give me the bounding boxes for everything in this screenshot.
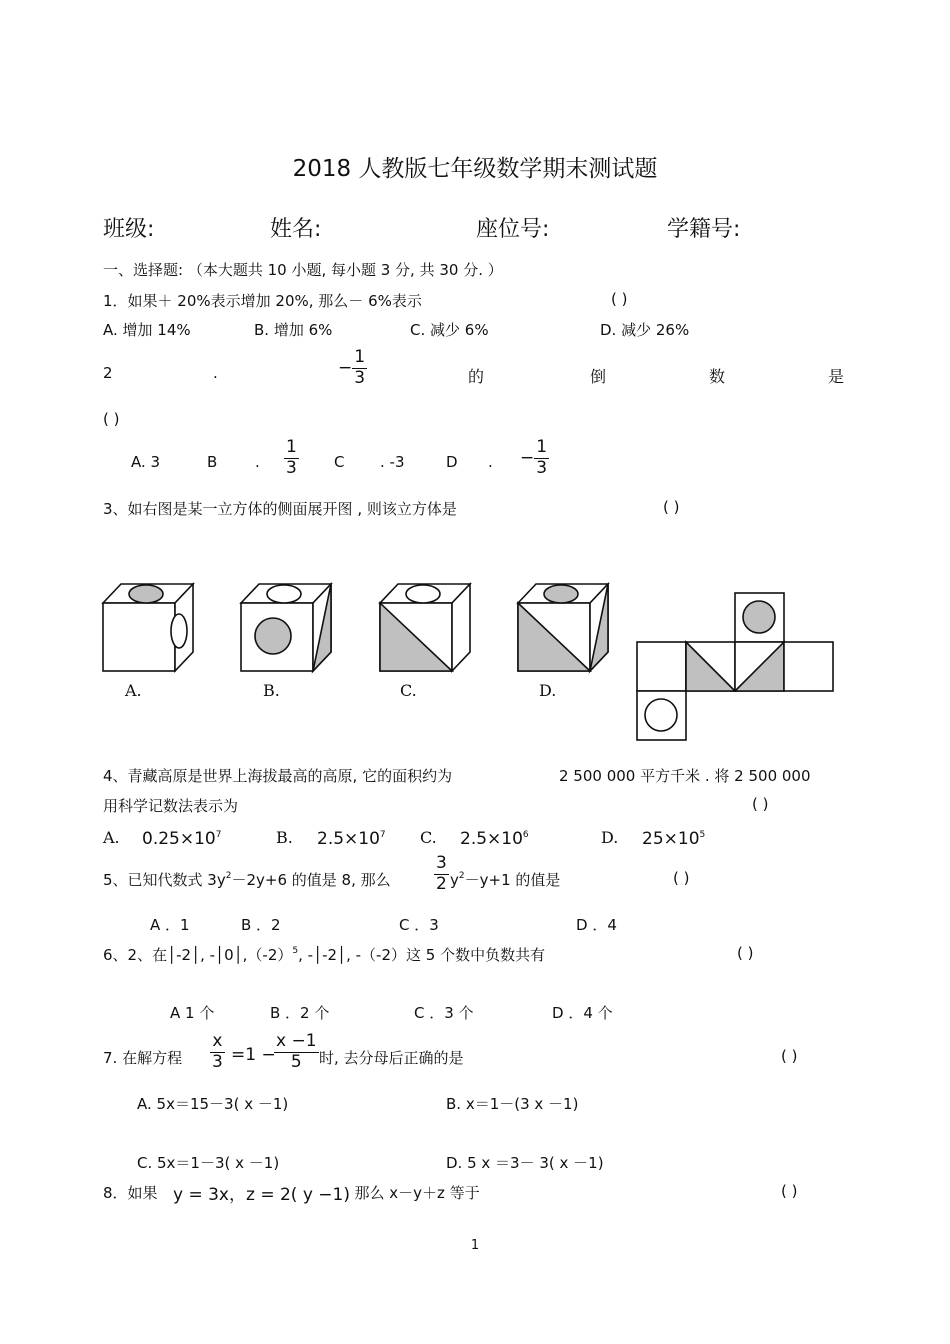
q2-option-a: A. 3 xyxy=(131,453,161,471)
page-title: 2018 人教版七年级数学期末测试题 xyxy=(292,156,658,182)
q4-d-exp: 5 xyxy=(699,830,706,840)
q5-pre: 5、已知代数式 3y xyxy=(103,871,226,889)
q3-stem: 3、如右图是某一立方体的侧面展开图 , 则该立方体是 xyxy=(103,500,457,518)
q4-option-a xyxy=(142,829,221,849)
q7-fraction-2 xyxy=(274,1032,319,1072)
q5-post: －y+1 的值是 xyxy=(464,871,561,889)
q8-paren: ( ) xyxy=(781,1182,798,1200)
q2-b-den: 3 xyxy=(286,457,297,478)
q2-dot: . xyxy=(213,364,218,382)
q2-option-c-value: . -3 xyxy=(380,453,405,471)
q5-paren: ( ) xyxy=(673,869,690,887)
q2-frac-den: 3 xyxy=(354,367,366,388)
q5-option-a: A ．1 xyxy=(150,916,190,934)
q4-line2: 用科学记数法表示为 xyxy=(103,797,239,815)
q2-paren: ( ) xyxy=(103,410,120,428)
q7-fraction-1 xyxy=(210,1032,225,1072)
q1-stem: 1．如果＋ 20%表示增加 20%, 那么－ 6%表示 xyxy=(103,292,422,310)
q4-b-value: 2.5×10 xyxy=(317,829,380,849)
q1-option-a: A. 增加 14% xyxy=(103,321,191,339)
q6-paren: ( ) xyxy=(737,944,754,962)
q6-pre: 6、2、在│-2│, -│0│,（-2） xyxy=(103,946,293,964)
q2-word-1: 的 xyxy=(468,367,485,386)
q5-option-c: C ．3 xyxy=(399,916,439,934)
q4-line1: 4、青藏高原是世界上海拔最高的高原, 它的面积约为 xyxy=(103,767,453,785)
q8-post: , 那么 x－y＋z 等于 xyxy=(345,1184,480,1202)
q7-option-d: D. 5 x ＝3－ 3( x －1) xyxy=(446,1154,604,1172)
q7-f1-den: 3 xyxy=(212,1051,223,1072)
q2-word-2: 倒 xyxy=(590,367,607,386)
q6-stem xyxy=(103,944,545,965)
q3-paren: ( ) xyxy=(663,498,680,516)
q7-f1-num: x xyxy=(210,1032,225,1053)
q6-option-d: D ．4 个 xyxy=(552,1004,613,1022)
q7-f2-num: x −1 xyxy=(276,1031,317,1051)
q1-option-b: B. 增加 6% xyxy=(254,321,333,339)
q2-word-4: 是 xyxy=(828,367,845,386)
q5-option-b: B ．2 xyxy=(241,916,281,934)
q6-option-c: C ．3 个 xyxy=(414,1004,474,1022)
class-label: 班级: xyxy=(103,217,155,242)
q2-option-b-fraction xyxy=(284,438,299,478)
q7-f2-den: 5 xyxy=(290,1051,302,1072)
cube-figures xyxy=(0,570,950,750)
q5-stem-end xyxy=(450,869,560,890)
q7-paren: ( ) xyxy=(781,1047,798,1065)
q2-frac-num: 1 xyxy=(354,347,366,367)
q5-fraction xyxy=(434,854,449,894)
q7-pre: 7. 在解方程 xyxy=(103,1049,183,1067)
q2-option-b-dot: . xyxy=(255,453,260,471)
q4-option-c xyxy=(460,829,529,849)
q8-pre: 8．如果 xyxy=(103,1184,158,1202)
page-number: 1 xyxy=(470,1238,480,1253)
q4-option-b-label: B. xyxy=(276,828,293,847)
q2-option-d-dot: . xyxy=(488,453,493,471)
q7-option-c: C. 5x＝1－3( x －1) xyxy=(137,1154,280,1172)
q2-d-den: 3 xyxy=(536,457,548,478)
q2-option-d-label: D xyxy=(446,453,458,471)
q4-option-c-label: C. xyxy=(420,828,437,847)
q5-post-y: y xyxy=(450,871,459,889)
q2-d-num: 1 xyxy=(536,437,548,457)
seat-label: 座位号: xyxy=(476,217,550,242)
q1-option-c: C. 减少 6% xyxy=(410,321,489,339)
cube-label-d: D. xyxy=(539,681,557,700)
q6-option-a: A 1 个 xyxy=(170,1004,215,1022)
q5-exp2: 2 xyxy=(458,871,465,881)
q4-d-value: 25×10 xyxy=(642,829,700,849)
section-heading: 一、选择题: （本大题共 10 小题, 每小题 3 分, 共 30 分. ） xyxy=(103,261,503,279)
q7-option-a: A. 5x＝15－3( x －1) xyxy=(137,1095,289,1113)
q4-c-value: 2.5×10 xyxy=(460,829,523,849)
q8-expression: y = 3x，z = 2( y −1) xyxy=(173,1185,350,1205)
q4-option-a-label: A. xyxy=(103,828,120,847)
q5-frac-num: 3 xyxy=(436,853,447,873)
q4-option-b xyxy=(317,829,386,849)
q5-exp1: 2 xyxy=(225,871,232,881)
q7-mid: =1 − xyxy=(231,1045,276,1065)
q2-option-d-fraction xyxy=(520,438,549,478)
cube-b-figure xyxy=(241,584,331,671)
q4-a-value: 0.25×10 xyxy=(142,829,216,849)
q2-word-3: 数 xyxy=(709,367,726,386)
q5-mid: －2y+6 的值是 8, 那么 xyxy=(231,871,391,889)
student-id-label: 学籍号: xyxy=(667,217,741,242)
q4-option-d xyxy=(642,829,705,849)
q6-option-b: B ．2 个 xyxy=(270,1004,330,1022)
q4-paren: ( ) xyxy=(752,795,769,813)
q6-exp: 5 xyxy=(292,946,299,956)
q2-number: 2 xyxy=(103,364,113,382)
q6-post: , -│-2│, -（-2）这 5 个数中负数共有 xyxy=(298,946,546,964)
cube-net-figure xyxy=(637,593,833,740)
q5-frac-den: 2 xyxy=(436,873,447,894)
q5-stem-start xyxy=(103,869,391,890)
q2-b-num: 1 xyxy=(286,437,297,457)
q5-option-d: D ．4 xyxy=(576,916,617,934)
q4-c-exp: 6 xyxy=(522,830,529,840)
cube-label-c: C. xyxy=(400,681,417,700)
q4-option-d-label: D. xyxy=(601,828,619,847)
q7-option-b: B. x＝1－(3 x －1) xyxy=(446,1095,579,1113)
q2-minus: − xyxy=(338,358,353,379)
q2-fraction xyxy=(338,348,367,388)
q2-option-c-label: C xyxy=(334,453,345,471)
cube-a-figure xyxy=(103,584,193,671)
q1-paren: ( ) xyxy=(611,290,628,308)
cube-label-a: A. xyxy=(125,681,142,700)
q2-option-b-label: B xyxy=(207,453,218,471)
name-label: 姓名: xyxy=(270,217,322,242)
cube-label-b: B. xyxy=(263,681,280,700)
cube-d-figure xyxy=(518,584,608,671)
q1-option-d: D. 减少 26% xyxy=(600,321,690,339)
q4-b-exp: 7 xyxy=(379,830,386,840)
cube-c-figure xyxy=(380,584,470,671)
q7-post: 时, 去分母后正确的是 xyxy=(319,1049,464,1067)
q4-a-exp: 7 xyxy=(215,830,222,840)
q2-d-minus: − xyxy=(520,448,535,469)
q4-number-text: 2 500 000 平方千米 . 将 2 500 000 xyxy=(559,767,811,785)
